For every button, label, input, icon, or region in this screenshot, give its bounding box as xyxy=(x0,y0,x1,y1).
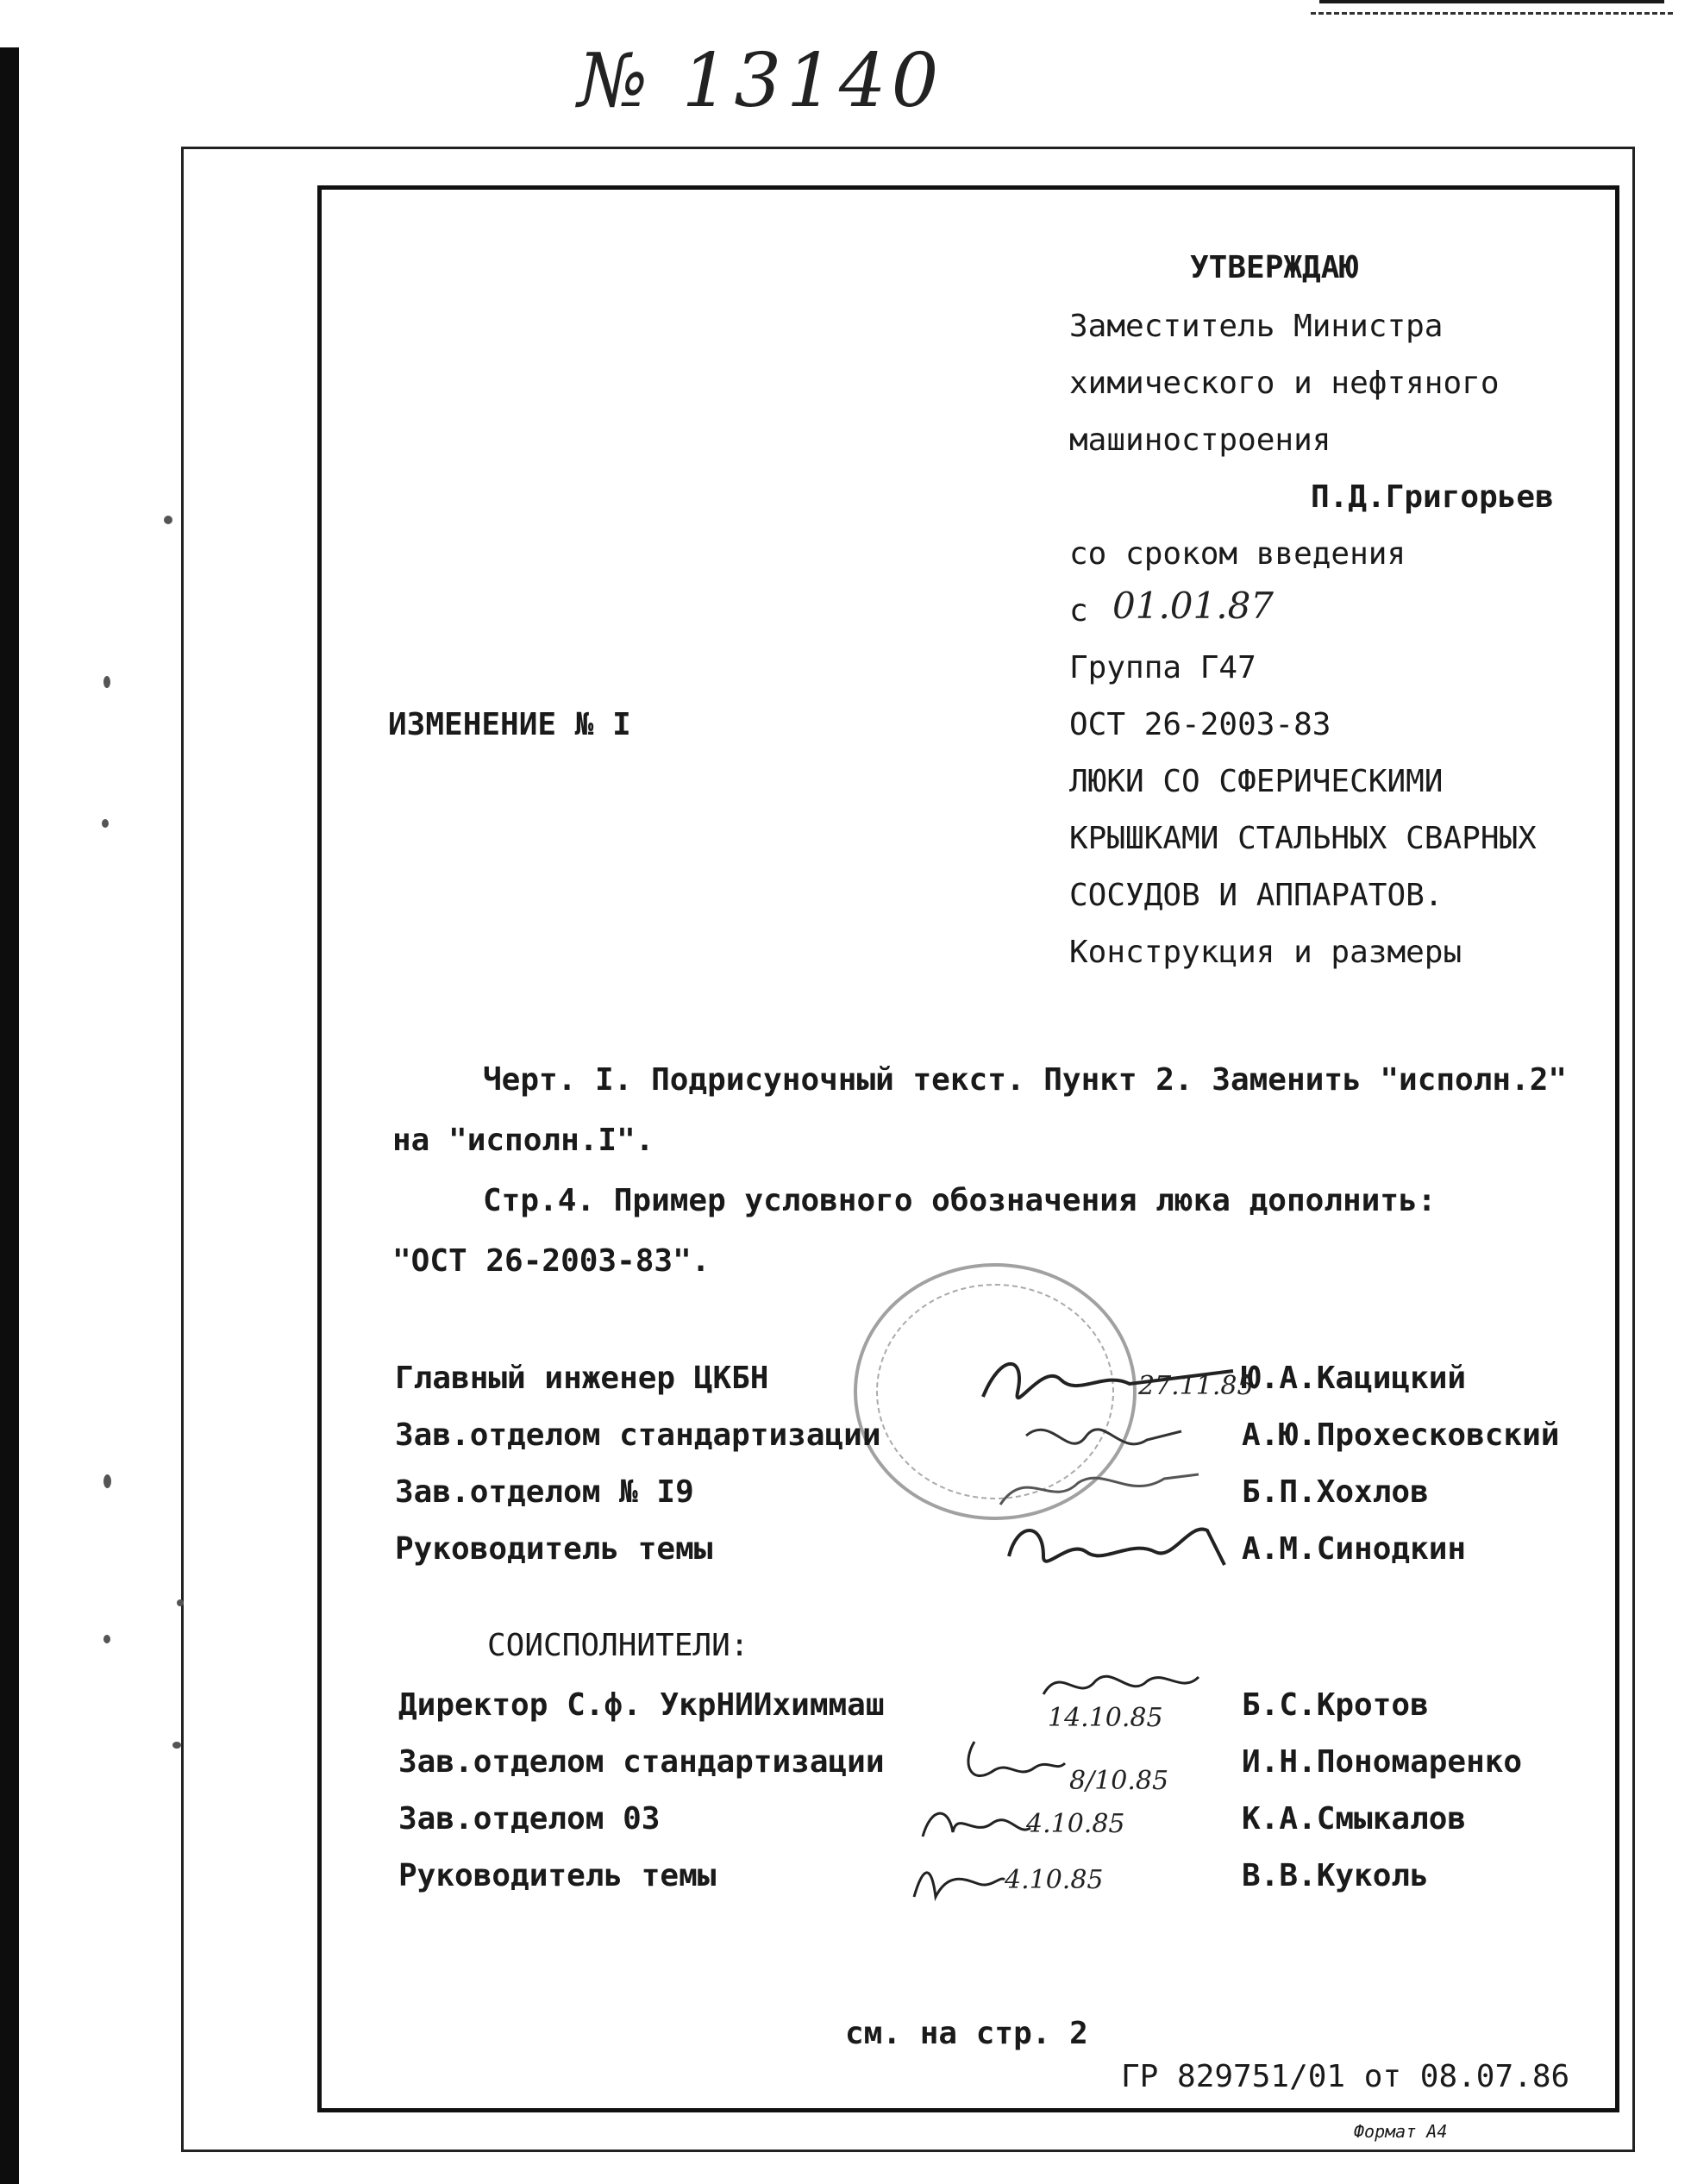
co-signature-3 xyxy=(914,1802,1035,1845)
co-signatory-name: В.В.Куколь xyxy=(1242,1858,1429,1893)
signatory-name: Б.П.Хохлов xyxy=(1242,1474,1429,1510)
signatory-name: А.Ю.Прохесковский xyxy=(1242,1417,1560,1453)
title-line3: СОСУДОВ И АППАРАТОВ. xyxy=(1069,878,1444,913)
handwritten-number: № 13140 xyxy=(578,38,944,124)
co-signatory-role: Руководитель темы xyxy=(398,1858,717,1893)
signatory-role: Главный инженер ЦКБН xyxy=(395,1361,769,1396)
co-signature-date: 4.10.85 xyxy=(1026,1809,1125,1839)
signature-4 xyxy=(992,1513,1233,1582)
approval-position-line2: химического и нефтяного xyxy=(1069,366,1500,401)
scan-speck xyxy=(103,1635,110,1643)
scan-speck xyxy=(103,676,110,688)
scan-speck xyxy=(103,1474,111,1488)
co-signature-date: 8/10.85 xyxy=(1069,1766,1169,1796)
title-line4: Конструкция и размеры xyxy=(1069,935,1462,970)
continued-note: см. на стр. 2 xyxy=(845,2016,1088,2051)
title-line1: ЛЮКИ СО СФЕРИЧЕСКИМИ xyxy=(1069,764,1444,799)
signatory-role: Руководитель темы xyxy=(395,1531,713,1567)
approval-position-line3: машиностроения xyxy=(1069,422,1331,458)
format-label: Формат А4 xyxy=(1354,2121,1448,2142)
signatory-name: Ю.А.Кацицкий xyxy=(1242,1361,1467,1396)
co-signature-4 xyxy=(905,1854,1009,1906)
body-p2-line1: Стр.4. Пример условного обозначения люка дополнить: xyxy=(483,1183,1437,1218)
signature-date: 27.11.85 xyxy=(1138,1371,1254,1401)
approval-name: П.Д.Григорьев xyxy=(1311,479,1554,515)
effective-label: со сроком введения xyxy=(1069,536,1406,572)
change-label: ИЗМЕНЕНИЕ № I xyxy=(388,707,631,742)
effective-prefix: с xyxy=(1069,593,1088,629)
co-heading: СОИСПОЛНИТЕЛИ: xyxy=(487,1628,749,1663)
effective-date: 01.01.87 xyxy=(1112,585,1275,627)
standard-number: ОСТ 26-2003-83 xyxy=(1069,707,1331,742)
co-signatory-name: К.А.Смыкалов xyxy=(1242,1801,1467,1837)
signatory-role: Зав.отделом стандартизации xyxy=(395,1417,881,1453)
co-signatory-role: Зав.отделом стандартизации xyxy=(398,1744,885,1780)
scan-speck xyxy=(102,819,109,828)
scan-line-top xyxy=(1319,0,1664,3)
title-line2: КРЫШКАМИ СТАЛЬНЫХ СВАРНЫХ xyxy=(1069,821,1537,856)
co-signatory-role: Директор С.ф. УкрНИИхиммаш xyxy=(398,1687,885,1723)
co-signatory-name: Б.С.Кротов xyxy=(1242,1687,1429,1723)
co-signature-date: 14.10.85 xyxy=(1048,1703,1163,1733)
co-signatory-name: И.Н.Пономаренко xyxy=(1242,1744,1523,1780)
registration-number: ГР 829751/01 от 08.07.86 xyxy=(1121,2059,1570,2094)
signatory-role: Зав.отделом № I9 xyxy=(395,1474,694,1510)
signature-3 xyxy=(992,1457,1207,1518)
scan-dash-top xyxy=(1311,12,1673,15)
signatory-name: А.М.Синодкин xyxy=(1242,1531,1467,1567)
body-p2-line2: "ОСТ 26-2003-83". xyxy=(392,1243,711,1279)
scan-speck xyxy=(172,1742,181,1749)
co-signature-2 xyxy=(957,1729,1069,1789)
approval-heading: УТВЕРЖДАЮ xyxy=(1190,250,1359,285)
body-p1-line2: на "исполн.I". xyxy=(392,1123,654,1158)
scan-speck xyxy=(177,1599,184,1606)
group-code: Группа Г47 xyxy=(1069,650,1256,685)
co-signature-date: 4.10.85 xyxy=(1005,1865,1104,1895)
body-p1-line1: Черт. I. Подрисуночный текст. Пункт 2. Заменить "исполн.2" xyxy=(483,1062,1568,1098)
co-signatory-role: Зав.отделом 03 xyxy=(398,1801,661,1837)
approval-position-line1: Заместитель Министра xyxy=(1069,309,1444,344)
scan-speck xyxy=(164,516,172,524)
scan-edge-left xyxy=(0,47,19,2184)
